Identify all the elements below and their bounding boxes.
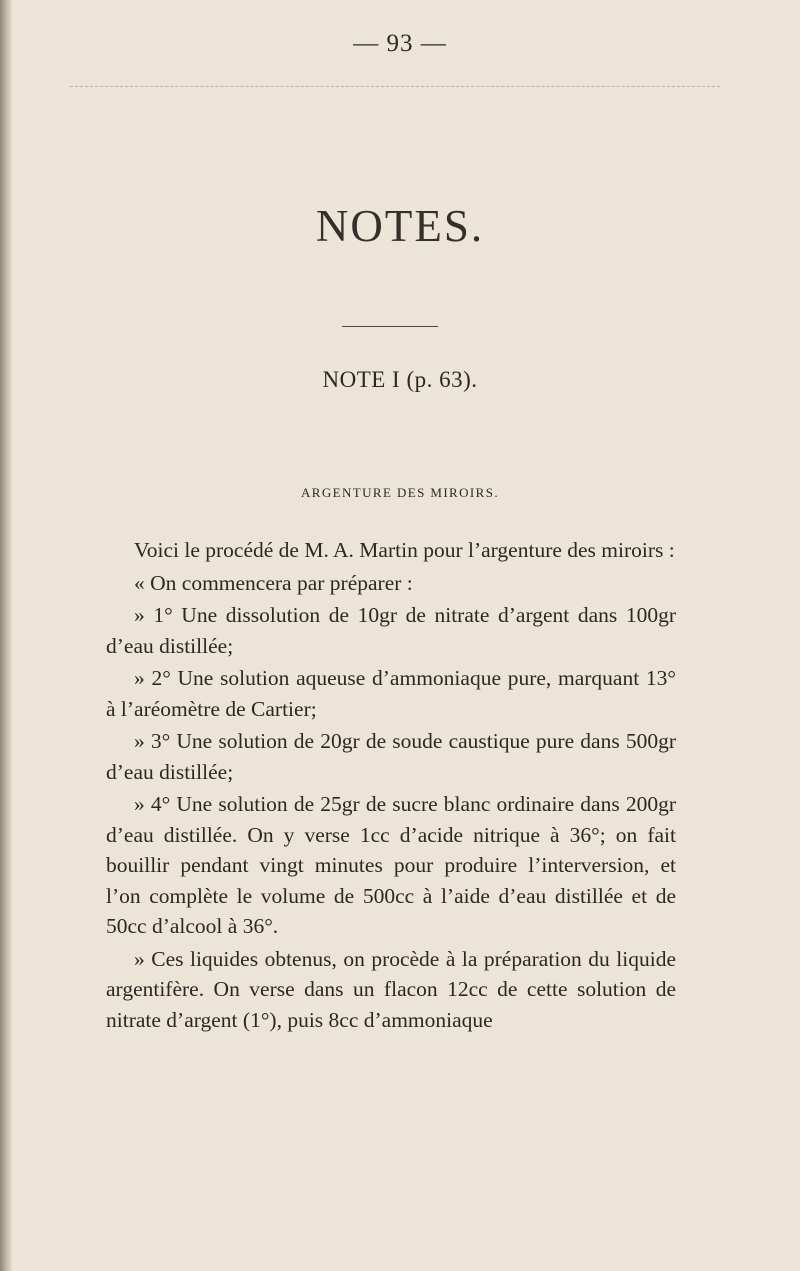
section-heading: ARGENTURE DES MIROIRS. bbox=[300, 485, 499, 500]
page-number: — 93 — bbox=[353, 30, 447, 57]
paragraph: » 2° Une solution aqueuse d’ammoniaque pure, marquant 13° à l’aréomètre de Cartier; bbox=[106, 666, 676, 721]
page-title: NOTES. bbox=[315, 201, 485, 251]
paragraph: Voici le procédé de M. A. Martin pour l’argenture des miroirs : bbox=[134, 538, 675, 562]
title-divider bbox=[342, 326, 438, 327]
note-heading: NOTE I (p. 63). bbox=[322, 367, 478, 392]
paragraph: « On commencera par préparer : bbox=[134, 570, 413, 595]
body-text bbox=[106, 535, 676, 1037]
paragraph: » 4° Une solution de 25gr de sucre blanc ordinaire dans 200gr d’eau distillée. On y verse 1cc d’acide nitrique à 36°; on fait bouillir pendant vingt minutes pour produire l’interversion, et l’on complète le volume de 500cc à l’aide d’eau distillée et de 50cc d’alcool à 36°. bbox=[106, 792, 676, 938]
paragraph: » Ces liquides obtenus, on procède à la préparation du liquide argentifère. On verse dans un flacon 12cc de cette solution de nitrate d’argent (1°), puis 8cc d’ammoniaque bbox=[106, 946, 676, 1032]
page-binding-edge bbox=[0, 0, 12, 1271]
header-rule bbox=[70, 86, 720, 87]
paragraph: » 3° Une solution de 20gr de soude caustique pure dans 500gr d’eau distillée; bbox=[106, 729, 676, 784]
paragraph: » 1° Une dissolution de 10gr de nitrate d’argent dans 100gr d’eau distillée; bbox=[106, 603, 676, 658]
